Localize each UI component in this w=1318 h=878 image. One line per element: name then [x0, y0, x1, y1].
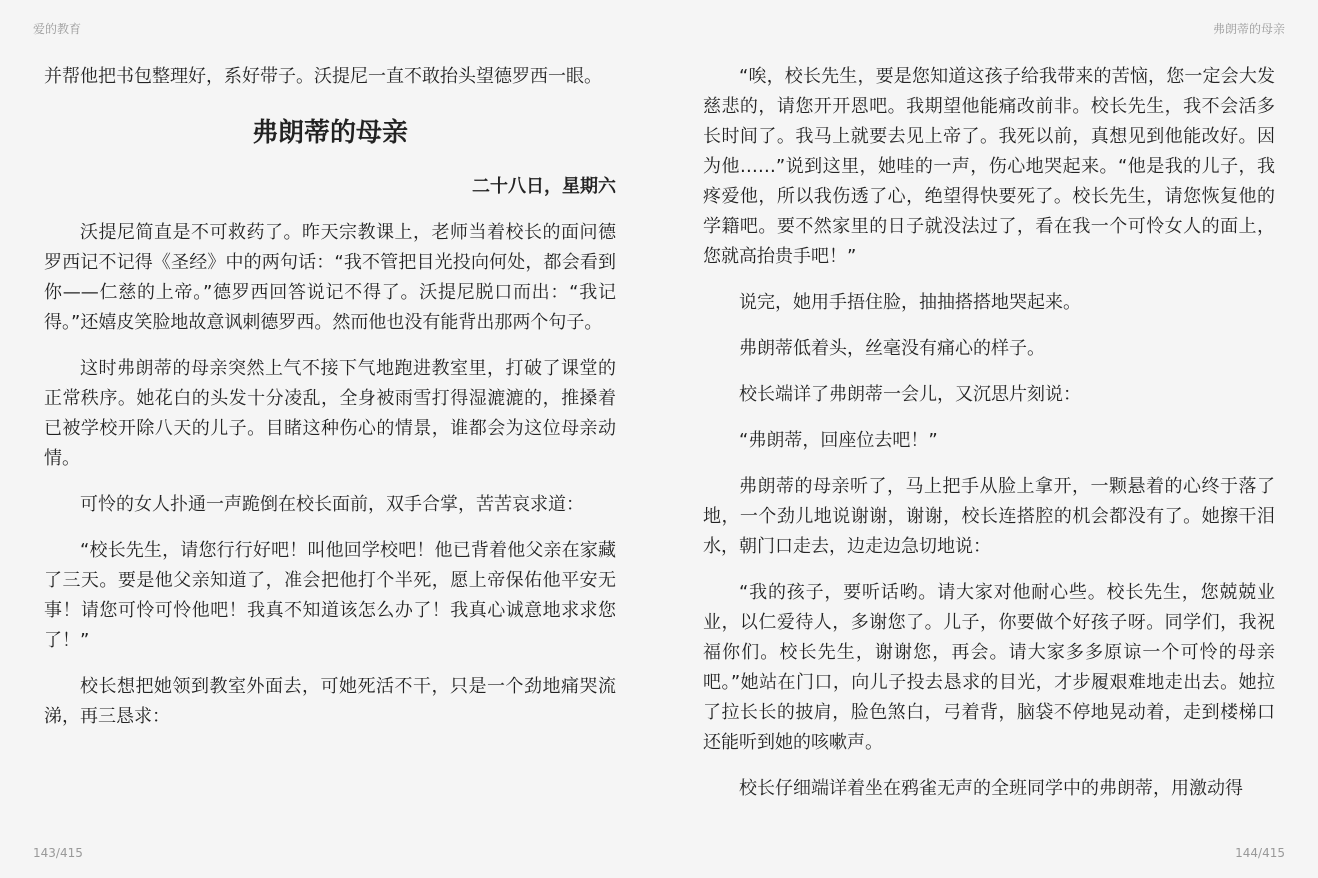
chapter-title: 弗朗蒂的母亲: [251, 118, 408, 148]
opening-line: 并帮他把书包整理好，系好带子。沃提尼一直不敢抬头望德罗西一眼。: [44, 66, 602, 87]
page-number-right: 144/415: [1235, 846, 1285, 860]
paragraph: 弗朗蒂的母亲听了，马上把手从脸上拿开，一颗悬着的心终于落了地，一个劲儿地说谢谢，谢谢，校长连搭腔的机会都没有了。她擦干泪水，朝门口走去，边走边急切地说：: [703, 476, 1275, 557]
running-head-chapter-title: 弗朗蒂的母亲: [1212, 22, 1285, 36]
paragraph: 弗朗蒂低着头，丝毫没有痛心的样子。: [739, 338, 1045, 359]
paragraph: 校长想把她领到教室外面去，可她死活不干，只是一个劲地痛哭流涕，再三恳求：: [44, 676, 616, 727]
left-page-body: [44, 62, 616, 748]
paragraph: 校长仔细端详着坐在鸦雀无声的全班同学中的弗朗蒂，用激动得: [739, 778, 1243, 799]
paragraph: 沃提尼简直是不可救药了。昨天宗教课上，老师当着校长的面问德罗西记不记得《圣经》中的两句话：“我不管把目光投向何处，都会看到你——仁慈的上帝。”德罗西回答说记不得了。沃提尼脱口而出：“我记得。”还嬉皮笑脸地故意讽刺德罗西。然而他也没有能背出那两个句子。: [44, 222, 616, 333]
paragraph: “唉，校长先生，要是您知道这孩子给我带来的苦恼，您一定会大发慈悲的，请您开开恩吧。我期望他能痛改前非。校长先生，我不会活多长时间了。我马上就要去见上帝了。我死以前，真想见到他能改好。因为他……”说到这里，她哇的一声，伤心地哭起来。“他是我的儿子，我疼爱他，所以我伤透了心，绝望得快要死了。校长先生，请您恢复他的学籍吧。要不然家里的日子就没法过了，看在我一个可怜女人的面上，您就高抬贵手吧！”: [703, 66, 1275, 267]
page-number-left: 143/415: [33, 846, 83, 860]
paragraph: 这时弗朗蒂的母亲突然上气不接下气地跑进教室里，打破了课堂的正常秩序。她花白的头发十分凌乱，全身被雨雪打得湿漉漉的，推搡着已被学校开除八天的儿子。目睹这种伤心的情景，谁都会为这位母亲动情。: [44, 358, 616, 469]
paragraph: 校长端详了弗朗蒂一会儿，又沉思片刻说：: [739, 384, 1081, 405]
paragraph: 可怜的女人扑通一声跪倒在校长面前，双手合掌，苦苦哀求道：: [80, 494, 584, 515]
paragraph: 说完，她用手捂住脸，抽抽搭搭地哭起来。: [739, 292, 1081, 313]
paragraph: “我的孩子，要听话哟。请大家对他耐心些。校长先生，您兢兢业业，以仁爱待人，多谢您了。儿子，你要做个好孩子呀。同学们，我祝福你们。校长先生，谢谢您，再会。请大家多多原谅一个可怜的母亲吧。”她站在门口，向儿子投去恳求的目光，才步履艰难地走出去。她拉了拉长长的披肩，脸色煞白，弓着背，脑袋不停地晃动着，走到楼梯口还能听到她的咳嗽声。: [703, 582, 1275, 753]
paragraph: “弗朗蒂，回座位去吧！”: [739, 430, 938, 451]
right-page-body: [703, 62, 1275, 820]
right-page: [659, 0, 1318, 878]
chapter-date: 二十八日，星期六: [472, 176, 616, 197]
running-head-book-title: 爱的教育: [33, 22, 82, 36]
paragraph: “校长先生，请您行行好吧！叫他回学校吧！他已背着他父亲在家藏了三天。要是他父亲知道了，准会把他打个半死，愿上帝保佑他平安无事！请您可怜可怜他吧！我真不知道该怎么办了！我真心诚意地求求您了！”: [44, 540, 616, 651]
